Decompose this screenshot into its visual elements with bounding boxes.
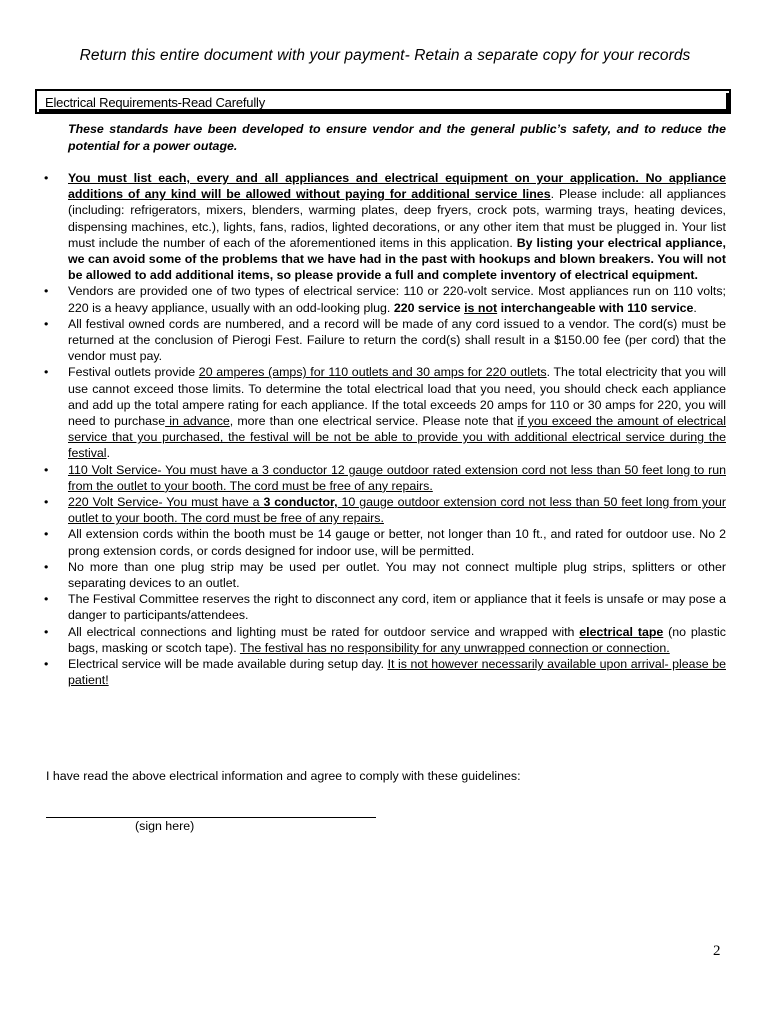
list-item: • All festival owned cords are numbered, and a record will be made of any cord issued to a vendor. The cord(s) must be returned at the conclusion of Pierogi Fest. Failure to return the cord(s) shall result in a $150.00 fee (per cord) that the vendor must pay. [44, 316, 726, 364]
bullet-icon: • [44, 495, 49, 510]
bullet-icon: • [44, 559, 49, 574]
page-number: 2 [713, 943, 721, 959]
list-item: • Festival outlets provide 20 amperes (amps) for 110 outlets and 30 amps for 220 outlets. The total electricity that you will use cannot exceed those limits. To determine the total electrical load that you need, you should check each appliance and add up the total ampere rating for each appliance. If the total exceeds 20 amps for 110 or 30 amps for 220, you will need to purchase in advance, more than one electrical service. Please note that if you exceed the amount of electrical service that you purchased, the festival will be not be able to provide you with additional electrical service during the festival. [44, 365, 727, 461]
page-header: Return this entire document with your payment- Retain a separate copy for your records [79, 47, 691, 64]
list-item: • The Festival Committee reserves the right to disconnect any cord, item or appliance that it feels is unsafe or may pose a danger to participants/attendees. [44, 592, 726, 623]
section-header-box [35, 89, 731, 114]
bullet-icon: • [44, 284, 49, 299]
agreement-statement: I have read the above electrical information and agree to comply with these guidelines: [46, 769, 521, 783]
bullet-icon: • [44, 316, 49, 331]
section-title: Electrical Requirements-Read Carefully [45, 95, 265, 110]
bullet-icon: • [44, 462, 49, 477]
signature-line[interactable] [46, 817, 376, 818]
bullet-icon: • [44, 657, 49, 672]
bullet-icon: • [44, 592, 49, 607]
list-item: • Electrical service will be made available during setup day. It is not however necessarily available upon arrival- please be patient! [44, 657, 726, 688]
signature-label: (sign here) [135, 819, 195, 833]
intro-paragraph: These standards have been developed to ensure vendor and the general public’s safety, and to reduce the potential for a power outage. [68, 122, 726, 153]
list-item: • Vendors are provided one of two types of electrical service: 110 or 220-volt service. Most appliances run on 110 volts; 220 is a heavy appliance, usually with an odd-looking plug. 220 service is not interchangeable with 110 service. [44, 284, 726, 315]
bullet-icon: • [44, 365, 49, 380]
bullet-icon: • [44, 624, 49, 639]
bullet-icon: • [44, 171, 49, 185]
requirements-list [42, 170, 726, 689]
list-item: • You must list each, every and all appliances and electrical equipment on your application. No appliance additions of any kind will be allowed without paying for additional service lines. Please include: all appliances (including: refrigerators, mixers, blenders, warming plates, deep fryers, crock pots, warming trays, heating devices, dispensing machines, etc.), lights, fans, radios, lighted decorations, or any other item that must be plugged in. Your list must include the number of each of the aforementioned items in this application. By listing your electrical appliance, we can avoid some of the problems that we have had in the past with hookups and blown breakers. You will not be allowed to add additional items, so please provide a full and complete inventory of electrical equipment. [44, 171, 726, 283]
list-item: • All extension cords within the booth must be 14 gauge or better, not longer than 10 ft., and rated for outdoor use. No 2 prong extension cords, or cords designed for indoor use, will be permitted. [44, 527, 726, 558]
list-item: • No more than one plug strip may be used per outlet. You may not connect multiple plug strips, splitters or other separating devices to an outlet. [44, 559, 726, 591]
bullet-icon: • [44, 527, 49, 542]
list-item: • 220 Volt Service- You must have a 3 conductor, 10 gauge outdoor extension cord not less than 50 feet long from your outlet to your booth. The cord must be free of any repairs. [44, 495, 726, 526]
list-item: • 110 Volt Service- You must have a 3 conductor 12 gauge outdoor rated extension cord not less than 50 feet long to run from the outlet to your booth. The cord must be free of any repairs. [44, 462, 726, 493]
list-item: • All electrical connections and lighting must be rated for outdoor service and wrapped with electrical tape (no plastic bags, masking or scotch tape). The festival has no responsibility for any unwrapped connection or connection. [44, 624, 726, 655]
